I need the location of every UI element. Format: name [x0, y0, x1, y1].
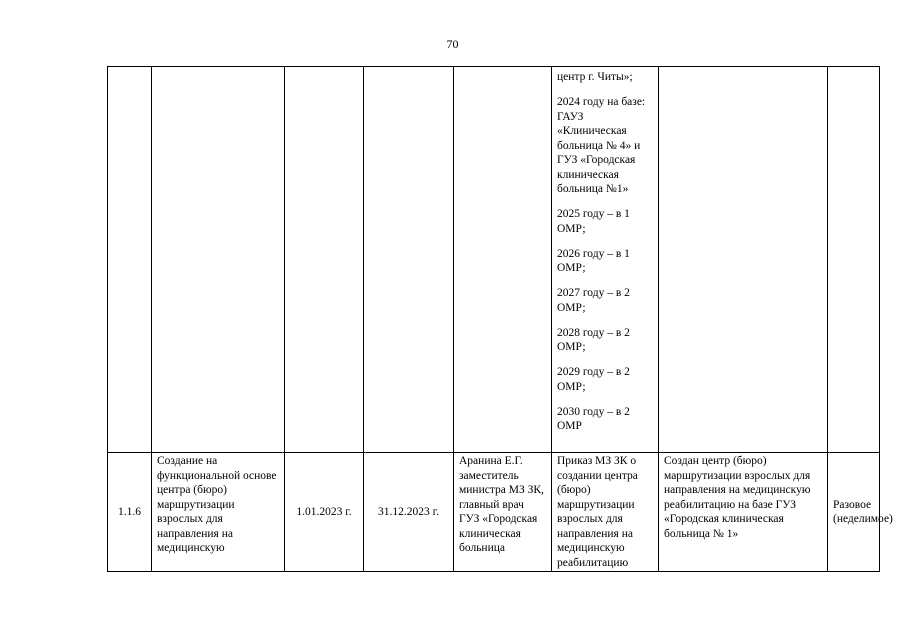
- document-paragraph: центр г. Читы»;: [557, 71, 633, 83]
- document-paragraph: 2029 году – в 2 ОМР;: [557, 366, 630, 393]
- measure-name-cell: [152, 67, 285, 453]
- type-cell: [828, 67, 880, 453]
- result-cell: [659, 67, 828, 453]
- table-row: [108, 453, 880, 572]
- document-paragraph: 2030 году – в 2 ОМР: [557, 405, 630, 432]
- document-paragraph: 2026 году – в 1 ОМР;: [557, 247, 630, 274]
- type-cell: Разовое (неделимое): [828, 453, 880, 572]
- measures-table: [107, 66, 893, 572]
- document-cell: [552, 67, 659, 453]
- result-cell: Создан центр (бюро) маршрутизации взрослых для направления на медицинскую реабилитацию на базе ГУЗ «Городская клиническая больница № 1»: [659, 453, 828, 572]
- row-number-cell: 1.1.6: [108, 453, 152, 572]
- document-paragraph: 2024 году на базе: ГАУЗ «Клиническая больница № 4» и ГУЗ «Городская клиническая больница №1»: [557, 96, 646, 195]
- responsible-cell: [454, 67, 552, 453]
- document-cell: Приказ МЗ ЗК о создании центра (бюро) маршрутизации взрослых для направления на медицинскую реабилитацию: [552, 453, 659, 572]
- start-date-cell: [285, 67, 364, 453]
- table-row: [108, 67, 880, 453]
- document-paragraph: 2028 году – в 2 ОМР;: [557, 326, 630, 353]
- document-paragraph: 2025 году – в 1 ОМР;: [557, 208, 630, 235]
- end-date-cell: 31.12.2023 г.: [364, 453, 454, 572]
- document-paragraph: 2027 году – в 2 ОМР;: [557, 287, 630, 314]
- row-number-cell: [108, 67, 152, 453]
- page-number: 70: [446, 37, 459, 51]
- start-date-cell: 1.01.2023 г.: [285, 453, 364, 572]
- measure-name-cell: Создание на функциональной основе центра (бюро) маршрутизации взрослых для направления на медицинскую: [152, 453, 285, 572]
- end-date-cell: [364, 67, 454, 453]
- responsible-cell: Аранина Е.Г. заместитель министра МЗ ЗК, главный врач ГУЗ «Городская клиническая больница: [454, 453, 552, 572]
